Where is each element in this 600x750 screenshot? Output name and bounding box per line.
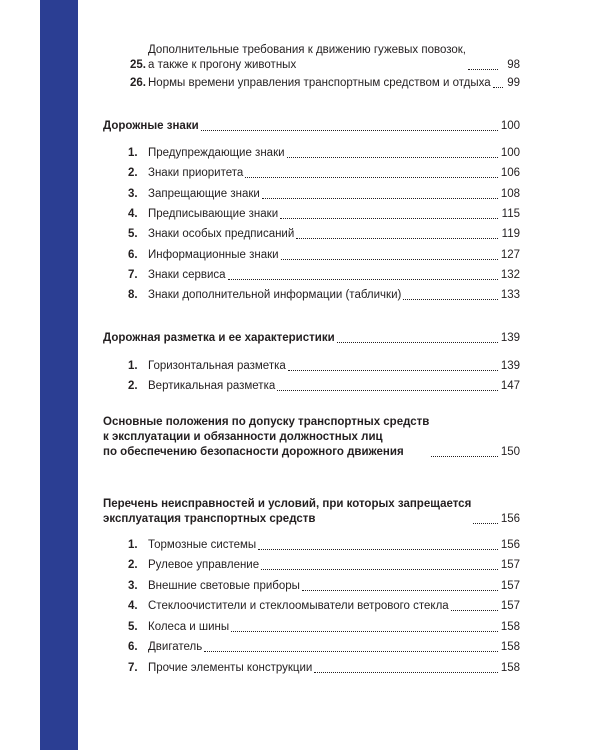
dot-leader [288,370,498,371]
entry-page: 99 [507,77,520,89]
entry-title: Информационные знаки [148,249,279,261]
entry-number: 7. [128,269,138,281]
entry-page: 127 [500,249,520,261]
entry-number: 2. [128,167,138,179]
entry-title: Тормозные системы [148,539,257,551]
toc-entry[interactable] [128,661,520,676]
toc-section[interactable] [103,119,520,134]
entry-page: 156 [500,539,520,551]
dot-leader [231,631,498,632]
toc-section[interactable] [103,415,520,460]
toc-entry[interactable] [128,76,520,91]
entry-title: Предупреждающие знаки [148,147,285,159]
entry-page: 157 [500,559,520,571]
entry-number: 26. [130,77,146,89]
entry-title: Знаки сервиса [148,269,226,281]
toc-entry[interactable] [128,207,520,222]
toc-entry[interactable] [128,268,520,283]
entry-title: Горизонтальная разметка [148,360,286,372]
entry-number: 4. [128,208,138,220]
dot-leader [337,342,498,343]
entry-number: 3. [128,580,138,592]
entry-title: Предписывающие знаки [148,208,279,220]
dot-leader [281,259,498,260]
entry-title: Прочие элементы конструкции [148,662,313,674]
entry-number: 5. [128,621,138,633]
entry-title: Знаки дополнительной информации (таблички) [148,289,402,301]
entry-page: 133 [500,289,520,301]
toc-entry[interactable] [128,599,520,614]
dot-leader [201,130,498,131]
entry-page: 157 [500,580,520,592]
dot-leader [245,177,498,178]
toc-entry[interactable] [128,248,520,263]
toc-entry[interactable] [128,620,520,635]
entry-page: 158 [500,662,520,674]
dot-leader [451,610,498,611]
toc-entry[interactable] [128,640,520,655]
entry-title: Внешние световые приборы [148,580,300,592]
dot-leader [258,549,498,550]
entry-page: 108 [500,188,520,200]
entry-title: Двигатель [148,641,203,653]
entry-number: 3. [128,188,138,200]
toc-entry[interactable] [128,359,520,374]
entry-page: 106 [500,167,520,179]
entry-number: 2. [128,559,138,571]
section-title: Перечень неисправностей и условий, при которых запрещается эксплуатация транспортных средств [103,498,472,525]
entry-title: Дополнительные требования к движению гужевых повозок, а также к прогону животных [148,44,466,71]
entry-number: 25. [130,59,146,71]
entry-number: 8. [128,289,138,301]
entry-number: 6. [128,249,138,261]
toc-entry[interactable] [128,538,520,553]
entry-page: 158 [500,621,520,633]
dot-leader [261,569,498,570]
entry-number: 1. [128,539,138,551]
entry-title: Вертикальная разметка [148,380,276,392]
dot-leader [302,590,498,591]
entry-page: 98 [507,59,520,71]
entry-page: 115 [501,208,520,220]
section-page: 100 [500,120,520,132]
entry-title: Стеклоочистители и стеклоомыватели ветрового стекла [148,600,449,612]
sidebar-label: Содержание [92,28,104,88]
toc-section[interactable] [103,331,520,346]
toc-entry[interactable] [128,579,520,594]
section-page: 150 [500,446,520,458]
dot-leader [280,218,498,219]
entry-page: 100 [500,147,520,159]
entry-page: 132 [500,269,520,281]
entry-number: 1. [128,360,138,372]
dot-leader [296,238,498,239]
toc-entry[interactable] [128,288,520,303]
toc-entry[interactable] [128,187,520,202]
entry-number: 4. [128,600,138,612]
dot-leader [403,299,498,300]
entry-title: Колеса и шины [148,621,230,633]
entry-page: 119 [501,228,520,240]
toc-entry[interactable] [128,558,520,573]
section-title: Дорожная разметка и ее характеристики [103,332,335,344]
entry-page: 139 [500,360,520,372]
section-title: Основные положения по допуску транспортных средств к эксплуатации и обязанности должностных лиц по обеспечению безопасности дорожного движения [103,416,430,458]
dot-leader [262,198,498,199]
entry-title: Нормы времени управления транспортным средством и отдыха [148,77,491,89]
dot-leader [204,651,498,652]
entry-number: 6. [128,641,138,653]
entry-page: 158 [500,641,520,653]
toc-entry[interactable] [128,146,520,161]
entry-title: Знаки особых предписаний [148,228,295,240]
toc-entry[interactable] [128,166,520,181]
section-title: Дорожные знаки [103,120,199,132]
entry-number: 5. [128,228,138,240]
entry-page: 157 [500,600,520,612]
section-page: 139 [500,332,520,344]
entry-title: Знаки приоритета [148,167,244,179]
toc-section[interactable] [103,497,520,527]
dot-leader [473,523,498,524]
dot-leader [468,69,498,70]
dot-leader [431,456,498,457]
toc-entry[interactable] [128,43,520,73]
dot-leader [287,157,498,158]
entry-title: Запрещающие знаки [148,188,260,200]
entry-title: Рулевое управление [148,559,260,571]
entry-number: 1. [128,147,138,159]
dot-leader [228,279,498,280]
toc-entry[interactable] [128,227,520,242]
entry-page: 147 [500,380,520,392]
entry-number: 7. [128,662,138,674]
dot-leader [314,672,498,673]
entry-number: 2. [128,380,138,392]
dot-leader [277,390,498,391]
toc-entry[interactable] [128,379,520,394]
section-page: 156 [500,513,520,525]
